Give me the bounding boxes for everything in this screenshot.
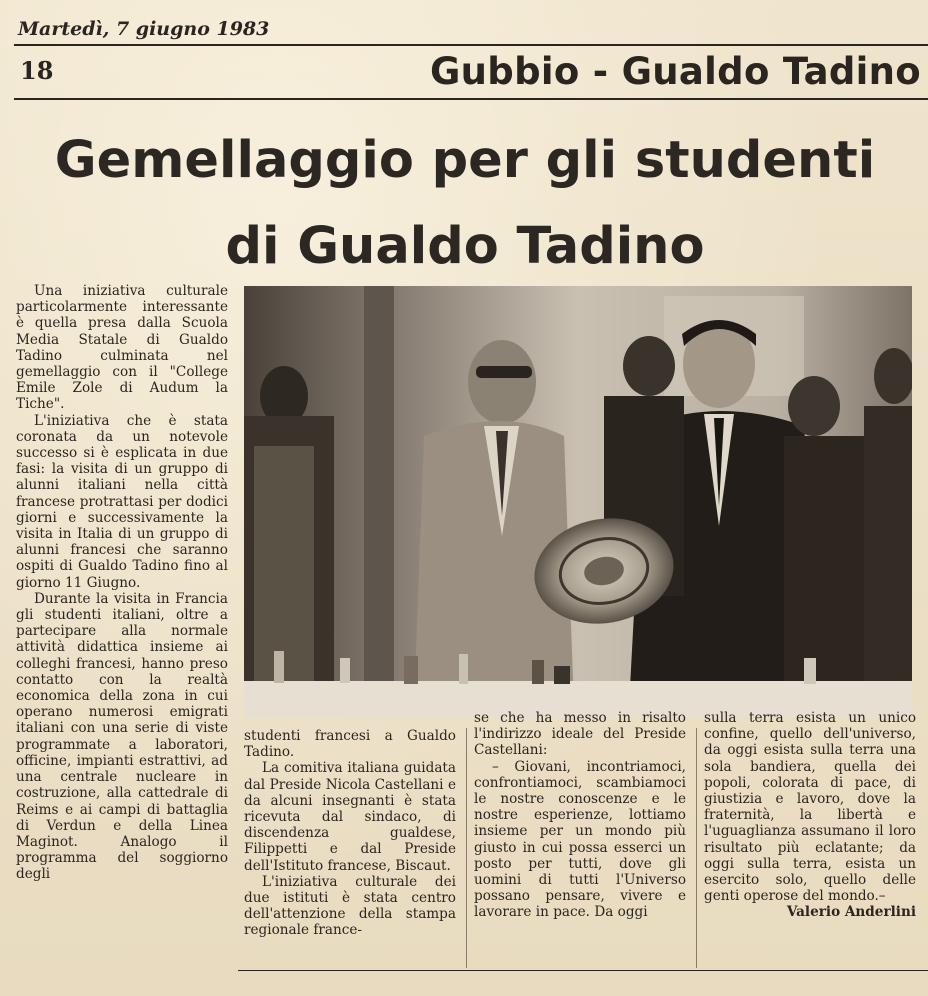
- paragraph: Una iniziativa culturale particolarmente interessante è quella presa dalla Scuola Media Statale di Gualdo Tadino culminata nel gemellaggio con il "College Emile Zole di Audum la Tiche".: [16, 283, 228, 413]
- section-title: Gubbio - Gualdo Tadino: [430, 50, 922, 93]
- bottom-rule: [238, 970, 928, 971]
- issue-date: Martedì, 7 giugno 1983: [18, 18, 270, 40]
- top-rule: [14, 44, 928, 46]
- byline: Valerio Anderlini: [786, 904, 916, 921]
- paragraph: studenti francesi a Gualdo Tadino.: [244, 728, 456, 761]
- paragraph: Durante la visita in Francia gli studenti italiani, oltre a partecipare alla normale attività didattica insieme ai colleghi francesi, hanno preso contatto con la realtà economica della zona in cui operano numerosi emigrati italiani con una serie di viste programmate a laboratori, officine, impianti estrattivi, ad una centrale nucleare in costruzione, alla cattedrale di Reims e ai campi di battaglia di Verdun e della Linea Maginot. Analogo il programma del soggiorno degli: [16, 590, 228, 883]
- column-rule: [696, 728, 697, 968]
- paragraph: – Giovani, incontriamoci, confrontiamoci, scambiamoci le nostre conoscenze e le nostre esperienze, lottiamo insieme per un mondo più giusto in cui possa esserci un posto per tutti, dove gli uomini di tutti l'Universo possano pensare, vivere e lavorare in pace. Da oggi: [474, 758, 686, 921]
- article-column-3: [474, 710, 686, 921]
- article-column-2: [244, 728, 456, 939]
- article-column-1: [16, 283, 228, 883]
- paragraph: L'iniziativa culturale dei due istituti è stata centro dell'attenzione della stampa regionale france-: [244, 873, 456, 939]
- headline: [40, 118, 890, 290]
- section-rule: [14, 98, 928, 100]
- paragraph: L'iniziativa che è stata coronata da un notevole successo si è esplicata in due fasi: la visita di un gruppo di alunni italiani nella città francese protrattasi per dodici giorni e successivamente la visita in Italia di un gruppo di alunni francesi che saranno ospiti di Gualdo Tadino fino al giorno 11 Giugno.: [16, 412, 228, 591]
- paragraph: se che ha messo in risalto l'indirizzo ideale del Preside Castellani:: [474, 710, 686, 759]
- headline-line-2: di Gualdo Tadino: [225, 217, 705, 276]
- column-rule: [466, 728, 467, 968]
- paragraph: La comitiva italiana guidata dal Preside Nicola Castellani e da alcuni insegnanti è stata ricevuta dal sindaco, di discendenza gualdese, Filippetti e dal Preside dell'Istituto francese, Biscaut.: [244, 760, 456, 874]
- photo-illustration: [244, 286, 912, 718]
- page-number: 18: [20, 56, 54, 85]
- headline-line-1: Gemellaggio per gli studenti: [54, 131, 876, 190]
- paragraph: sulla terra esista un unico confine, quello dell'universo, da oggi esista sulla terra una sola bandiera, quella dei popoli, colorata di pace, di giustizia e lavoro, dove la fraternità, la libertà e l'uguaglianza assumano il loro risultato più eclatante; da oggi sulla terra, esista un esercito solo, quello delle genti operose del mondo.–: [704, 710, 916, 905]
- article-column-4: [704, 710, 916, 921]
- article-photo: [244, 286, 912, 718]
